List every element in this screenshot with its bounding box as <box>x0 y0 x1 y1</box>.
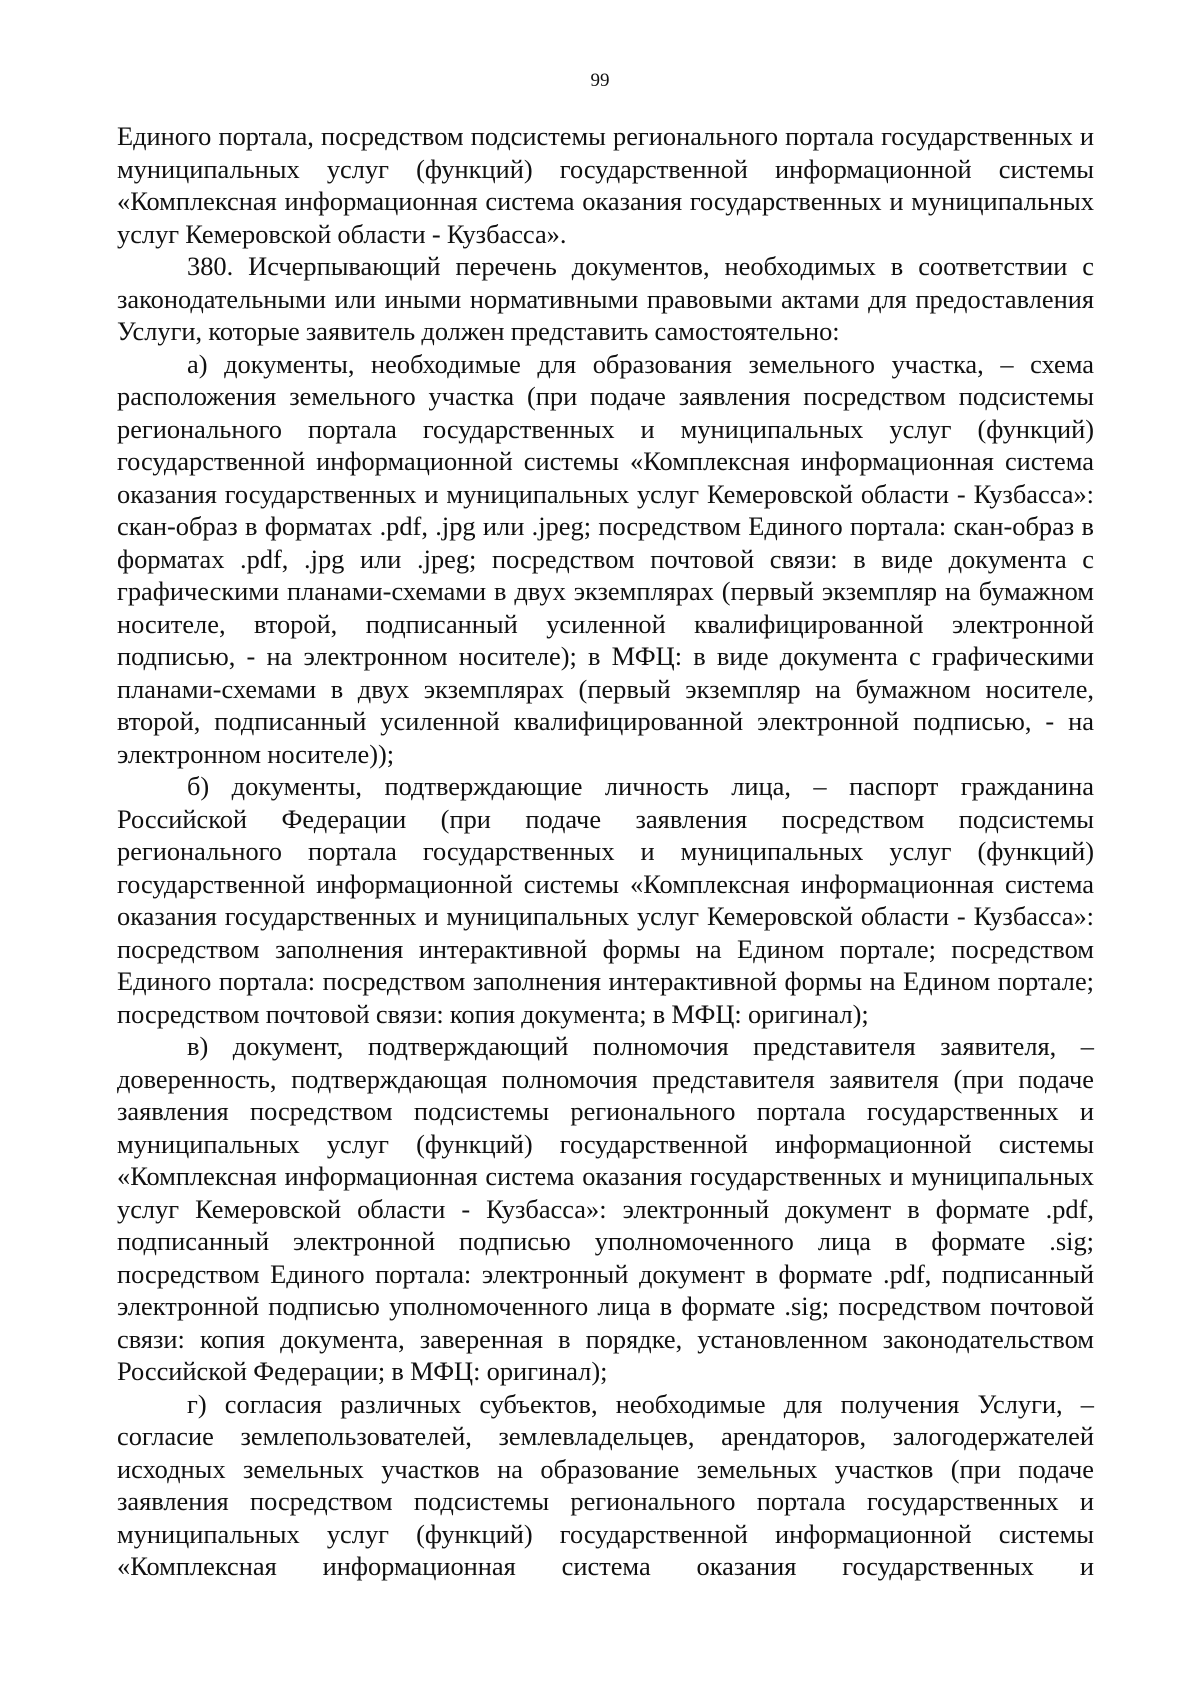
paragraph-item-380: 380. Исчерпывающий перечень документов, необходимых в соответствии с законодательными или иными нормативными правовыми актами для предоставления Услуги, которые заявитель должен представить самостоятельно: <box>117 251 1094 346</box>
paragraph-continuation: Единого портала, посредством подсистемы регионального портала государственных и муниципальных услуг (функций) государственной информационной системы «Комплексная информационная система оказания государственных и муниципальных услуг Кемеровской области - Кузбасса». <box>117 121 1094 249</box>
paragraph-subitem-b: б) документы, подтверждающие личность лица, – паспорт гражданина Российской Федерации (при подаче заявления посредством подсистемы регионального портала государственных и муниципальных услуг (функций) государственной информационной системы «Комплексная информационная система оказания государственных и муниципальных услуг Кемеровской области - Кузбасса»: посредством заполнения интерактивной формы на Едином портале; посредством Единого портала: посредством заполнения интерактивной формы на Едином портале; посредством почтовой связи: копия документа; в МФЦ: оригинал); <box>117 771 1094 1029</box>
page-number: 99 <box>590 70 610 91</box>
document-body <box>117 120 1094 1583</box>
paragraph-subitem-v: в) документ, подтверждающий полномочия представителя заявителя, – доверенность, подтверждающая полномочия представителя заявителя (при подаче заявления посредством подсистемы регионального портала государственных и муниципальных услуг (функций) государственной информационной системы «Комплексная информационная система оказания государственных и муниципальных услуг Кемеровской области - Кузбасса»: электронный документ в формате .pdf, подписанный электронной подписью уполномоченного лица в формате .sig; посредством Единого портала: электронный документ в формате .pdf, подписанный электронной подписью уполномоченного лица в формате .sig; посредством почтовой связи: копия документа, заверенная в порядке, установленном законодательством Российской Федерации; в МФЦ: оригинал); <box>117 1031 1094 1386</box>
paragraph-subitem-g: г) согласия различных субъектов, необходимые для получения Услуги, – согласие землепользователей, землевладельцев, арендаторов, залогодержателей исходных земельных участков на образование земельных участков (при подаче заявления посредством подсистемы регионального портала государственных и муниципальных услуг (функций) государственной информационной системы «Комплексная информационная система оказания государственных и <box>117 1388 1094 1581</box>
paragraph-subitem-a: а) документы, необходимые для образования земельного участка, – схема расположения земельного участка (при подаче заявления посредством подсистемы регионального портала государственных и муниципальных услуг (функций) государственной информационной системы «Комплексная информационная система оказания государственных и муниципальных услуг Кемеровской области - Кузбасса»: скан-образ в форматах .pdf, .jpg или .jpeg; посредством Единого портала: скан-образ в форматах .pdf, .jpg или .jpeg; посредством почтовой связи: в виде документа с графическими планами-схемами в двух экземплярах (первый экземпляр на бумажном носителе, второй, подписанный усиленной квалифицированной электронной подписью, - на электронном носителе); в МФЦ: в виде документа с графическими планами-схемами в двух экземплярах (первый экземпляр на бумажном носителе, второй, подписанный усиленной квалифицированной электронной подписью, - на электронном носителе)); <box>117 348 1094 769</box>
